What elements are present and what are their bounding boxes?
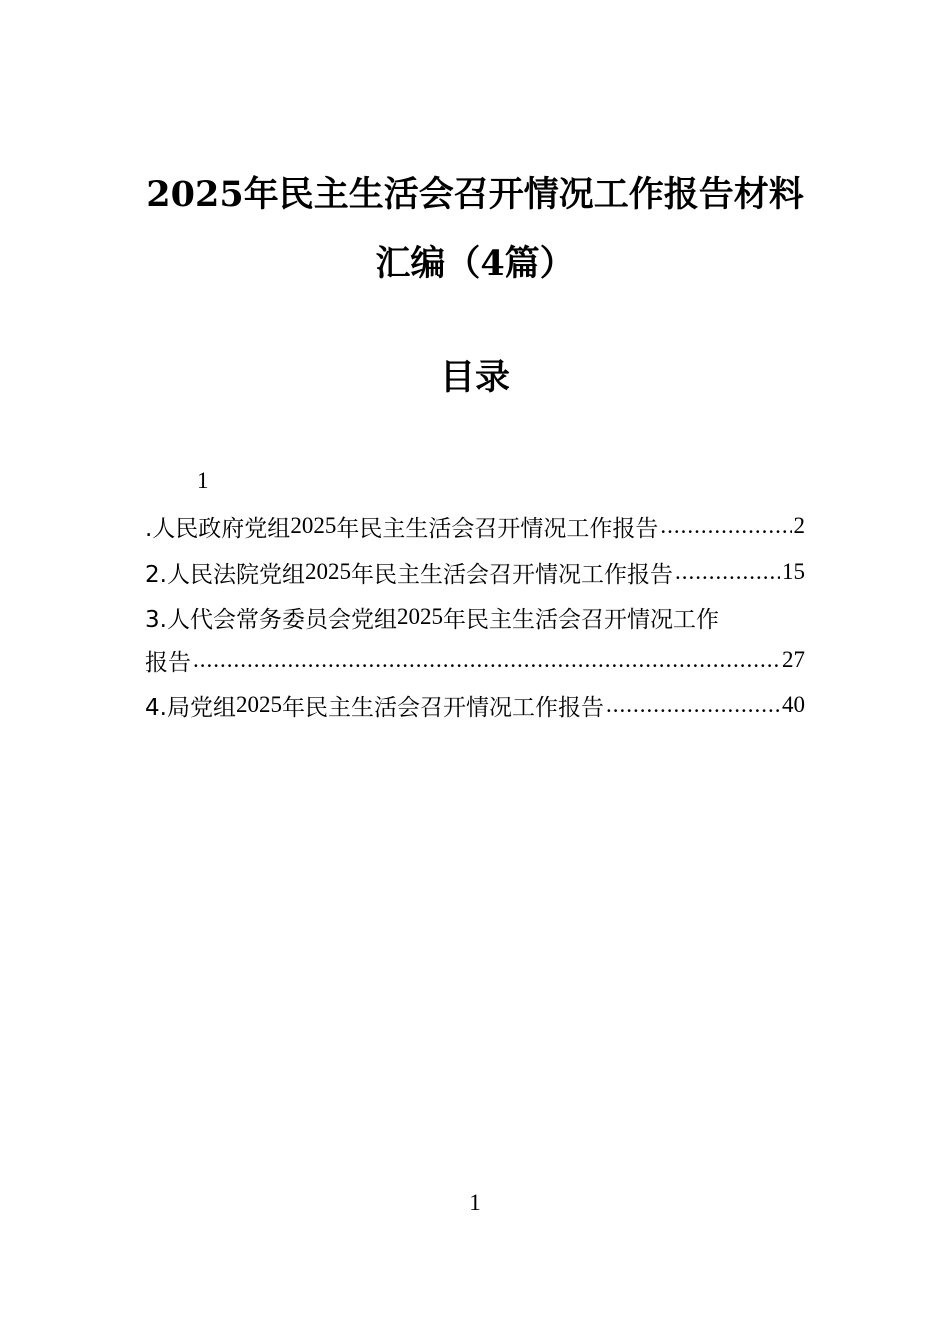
toc-leader-dots: [660, 513, 791, 539]
toc-entry-year: 2025: [235, 692, 282, 717]
toc-entry-1[interactable]: [145, 503, 805, 549]
toc-heading: 目录: [439, 357, 510, 398]
toc-entry-title: 3.人代会常务委员会党组: [145, 606, 397, 633]
toc-stray-number: 1: [197, 468, 209, 493]
toc-entry-page: 2: [793, 513, 805, 538]
toc-entry-page: 27: [782, 647, 805, 672]
toc-entry-page: 15: [782, 559, 805, 584]
toc-entry-year: 2025: [396, 604, 443, 629]
toc-entry-4[interactable]: [145, 682, 805, 728]
toc-entry-year: 2025: [304, 559, 351, 584]
toc-entry-year: 2025: [290, 513, 337, 538]
toc-entry-page: 40: [782, 692, 805, 717]
toc-entry-title-rest: 年民主生活会召开情况工作报告: [336, 515, 659, 542]
toc-entry-3-continuation[interactable]: [145, 637, 805, 683]
footer-page-number: 1: [469, 1190, 481, 1215]
toc-entry-title: 2.人民法院党组: [145, 561, 305, 588]
toc-entry-title: 4.局党组: [145, 694, 236, 721]
toc-leader-dots: [193, 647, 780, 673]
document-title-line-2: 汇编（4篇）: [375, 243, 575, 284]
toc-leader-dots: [675, 559, 780, 585]
toc-entry-title: .人民政府党组: [145, 515, 291, 542]
toc-entry-title-rest: 年民主生活会召开情况工作报告: [281, 694, 604, 721]
toc-leader-dots: [606, 692, 780, 718]
toc-entry-3[interactable]: [145, 594, 805, 640]
document-title-line-1: 2025年民主生活会召开情况工作报告材料: [146, 174, 804, 215]
toc-entry-title-rest: 年民主生活会召开情况工作: [442, 606, 719, 633]
toc-entry-title-rest: 年民主生活会召开情况工作报告: [350, 561, 673, 588]
toc-entry-2[interactable]: [145, 549, 805, 595]
toc-entry-title-continuation: 报告: [145, 649, 191, 676]
